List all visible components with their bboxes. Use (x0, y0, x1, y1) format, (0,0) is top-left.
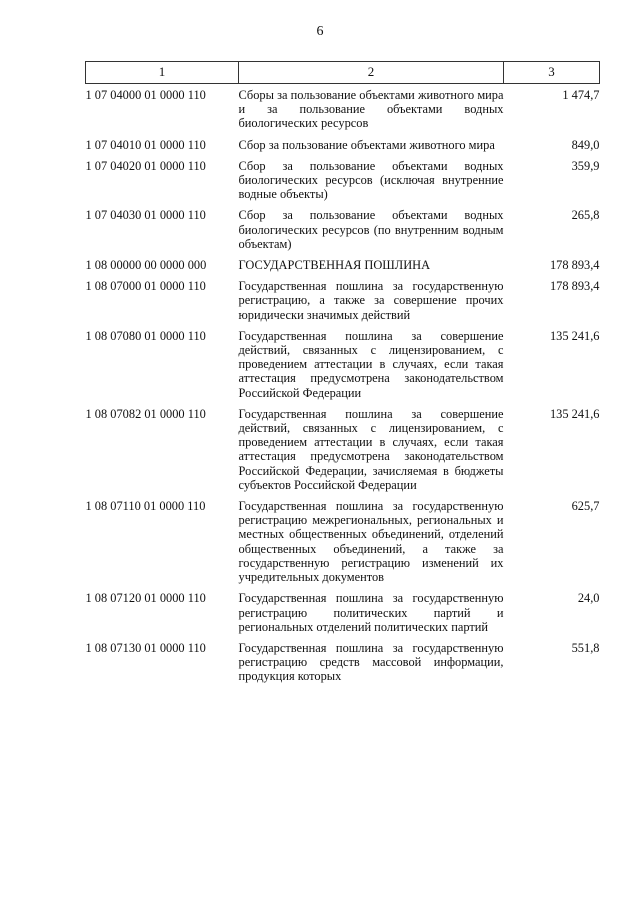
row-amount: 265,8 (571, 208, 600, 223)
row-name: Сбор за пользование объектами водных биологических ресурсов (исключая внутренние водные объекты) (238, 158, 504, 202)
row-amount: 24,0 (577, 591, 600, 606)
table-row (86, 159, 600, 209)
table-row (86, 591, 600, 641)
table-row (86, 84, 600, 138)
table-row (86, 641, 600, 691)
row-amount: 551,8 (571, 640, 600, 655)
row-amount: 178 893,4 (549, 279, 600, 294)
row-amount: 625,7 (571, 499, 600, 514)
row-name: ГОСУДАРСТВЕННАЯ ПОШЛИНА (238, 258, 431, 273)
table-row (86, 329, 600, 407)
table-row (86, 138, 600, 159)
row-code: 1 08 07000 01 0000 110 (85, 279, 206, 294)
row-name: Государственная пошлина за совершение действий, связанных с лицензированием, с проведением аттестации в случаях, если такая аттестация предусмотрена законодательством Российской Федерации, зачисляемая в бюджеты субъектов Российской Федерации (238, 406, 504, 492)
table-row (86, 258, 600, 279)
table-row (86, 407, 600, 499)
table-row (86, 208, 600, 258)
column-header-amount: 3 (504, 62, 600, 84)
row-code: 1 08 07110 01 0000 110 (85, 499, 206, 514)
column-header-name: 2 (239, 62, 504, 84)
row-name: Государственная пошлина за совершение действий, связанных с лицензированием, с проведением аттестации в случаях, если такая аттестация предусмотрена законодательством Российской Федерации (238, 328, 504, 400)
row-code: 1 08 07120 01 0000 110 (85, 591, 206, 606)
row-name: Сборы за пользование объектами животного мира и за пользование объектами водных биологических ресурсов (238, 88, 504, 131)
row-amount: 135 241,6 (549, 328, 600, 343)
row-name: Сбор за пользование объектами животного мира (238, 137, 495, 152)
budget-revenue-table (85, 61, 600, 691)
row-code: 1 07 04020 01 0000 110 (85, 158, 206, 173)
table-row (86, 279, 600, 329)
row-code: 1 08 07080 01 0000 110 (85, 328, 206, 343)
page-number: 6 (316, 24, 324, 39)
row-code: 1 08 00000 00 0000 000 (85, 258, 207, 273)
row-code: 1 07 04030 01 0000 110 (85, 208, 206, 223)
row-amount: 1 474,7 (562, 88, 600, 102)
row-amount: 135 241,6 (549, 406, 600, 421)
row-code: 1 07 04010 01 0000 110 (85, 137, 206, 152)
row-code: 1 08 07082 01 0000 110 (85, 406, 206, 421)
row-name: Сбор за пользование объектами водных биологических ресурсов (по внутренним водным объектам) (238, 208, 504, 251)
column-header-code: 1 (86, 62, 239, 84)
row-name: Государственная пошлина за государственную регистрацию политических партий и региональных отделений политических партий (238, 591, 504, 634)
row-name: Государственная пошлина за государственную регистрацию межрегиональных, региональных и местных общественных объединений, отделений общественных объединений, а также за государственную регистрацию изменений их учредительных документов (238, 499, 504, 585)
row-amount: 849,0 (571, 137, 600, 152)
row-amount: 178 893,4 (549, 258, 600, 273)
table-row (86, 499, 600, 591)
row-name: Государственная пошлина за государственную регистрацию, а также за совершение прочих юридически значимых действий (238, 279, 504, 322)
row-code: 1 07 04000 01 0000 110 (85, 88, 206, 102)
row-name: Государственная пошлина за государственную регистрацию средств массовой информации, продукция которых (238, 640, 504, 684)
table-header-row (86, 62, 600, 84)
row-amount: 359,9 (571, 158, 600, 173)
row-code: 1 08 07130 01 0000 110 (85, 640, 206, 655)
